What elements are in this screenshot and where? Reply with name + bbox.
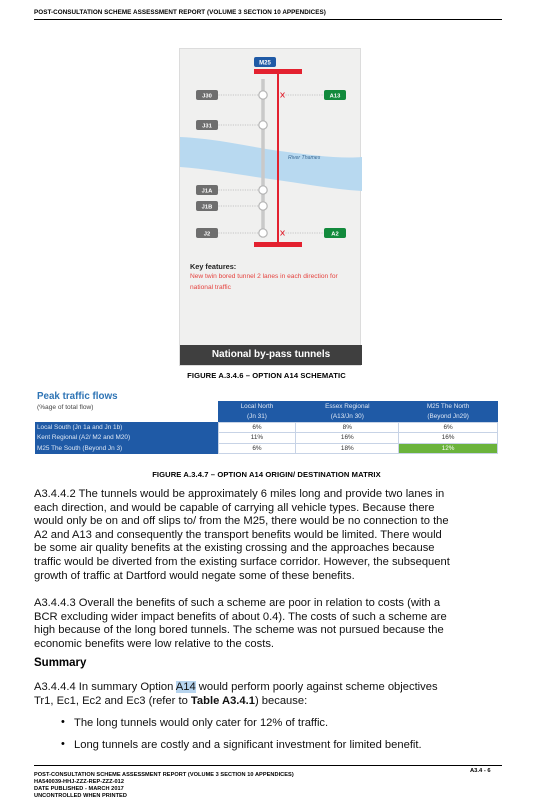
text-line: high because of the long bored tunnels. The scheme was not pursued because the	[34, 624, 444, 637]
table-cell: 16%	[296, 433, 399, 444]
figure-caption-matrix: FIGURE A.3.4.7 – OPTION A14 ORIGIN/ DESTINATION MATRIX	[152, 470, 381, 479]
summary-heading: Summary	[34, 657, 87, 669]
table-cell: 16%	[399, 433, 498, 444]
table-cell: 6%	[399, 422, 498, 433]
river-shape	[180, 137, 362, 191]
key-features-box	[190, 262, 350, 293]
footer-line: HA540039-HHJ-ZZZ-REP-ZZZ-012	[34, 779, 124, 785]
text-line: would only be on and off slips to/ from the M25, there would be no connection to the	[34, 515, 449, 528]
river-label: River Thames	[288, 155, 321, 161]
table-cell: 11%	[218, 433, 296, 444]
text-line: A3.4.4.3 Overall the benefits of such a scheme are poor in relation to costs (with a	[34, 597, 441, 609]
text-run: Tr1, Ec1, Ec2 and Ec3 (refer to	[34, 694, 191, 707]
row-label: Kent Regional (A2/ M2 and M20)	[35, 433, 218, 444]
text-line: A2 and A13 and consequently the transport benefits would be limited. There would	[34, 528, 442, 541]
table-row	[35, 443, 498, 454]
footer-rule	[34, 765, 502, 766]
search-highlight: A14	[175, 681, 196, 693]
table-cell: 8%	[296, 422, 399, 433]
col-header-name: Essex Regional	[296, 401, 399, 412]
table-reference: Table A3.4.1	[190, 694, 255, 707]
tunnel-portal-north	[254, 69, 302, 74]
paragraph-a3-4-4-3	[34, 597, 502, 651]
key-features-text: New twin bored tunnel 2 lanes in each direction for national traffic	[190, 273, 338, 291]
m25-label: M25	[259, 60, 271, 67]
route-a2: A2	[331, 231, 339, 238]
bullet-icon: •	[61, 738, 65, 750]
table-row	[35, 433, 498, 444]
col-header-sub: (Beyond Jn29)	[399, 412, 498, 423]
table-cell-highlighted: 12%	[399, 443, 498, 454]
text-line	[34, 695, 502, 709]
bullet-icon: •	[61, 716, 65, 728]
origin-destination-matrix	[35, 401, 498, 454]
junction-j31: J31	[202, 123, 212, 130]
row-label: Local South (Jn 1a and Jn 1b)	[35, 422, 218, 433]
paragraph-a3-4-4-4	[34, 681, 502, 708]
page-number: A3.4 - 6	[470, 768, 491, 774]
footer-line: UNCONTROLLED WHEN PRINTED	[34, 793, 127, 799]
text-line: growth of traffic at Dartford would negate some of these benefits.	[34, 569, 355, 582]
table-cell: 18%	[296, 443, 399, 454]
junction-j1b: J1B	[201, 204, 213, 211]
text-run: A3.4.4.4 In summary Option	[34, 681, 176, 693]
junction-j2: J2	[203, 231, 211, 238]
text-line	[34, 681, 502, 695]
table-cell: 6%	[218, 422, 296, 433]
bullet-item: The long tunnels would only cater for 12% of traffic.	[74, 717, 329, 729]
text-line: economic benefits were low relative to the costs.	[34, 637, 275, 650]
text-line: be some air quality benefits at the existing crossing and the approaches because	[34, 542, 435, 555]
text-run: would perform poorly against scheme objectives	[195, 681, 438, 693]
table-row	[35, 422, 498, 433]
footer-line: DATE PUBLISHED - MARCH 2017	[34, 786, 124, 792]
text-line: traffic would be diverted from the existing surface corridor. However, the subsequent	[34, 555, 450, 568]
text-line: each direction, and would be capable of carrying all vehicle types. Because there	[34, 501, 435, 514]
col-header-sub: (Jn 31)	[218, 412, 296, 423]
tunnel-portal-south	[254, 242, 302, 247]
schematic-diagram	[180, 49, 362, 367]
document-header: POST-CONSULTATION SCHEME ASSESSMENT REPORT (VOLUME 3 SECTION 10 APPENDICES)	[34, 9, 326, 16]
col-header-name: Local North	[218, 401, 296, 412]
route-a13: A13	[329, 93, 341, 100]
header-rule	[34, 19, 502, 20]
key-features-title: Key features:	[190, 262, 237, 271]
traffic-subtitle: (%age of total flow)	[37, 404, 94, 411]
text-line: BCR excluding wider impact benefits of about 0.4). The costs of such a scheme are	[34, 610, 447, 623]
figure-caption-schematic: FIGURE A.3.4.6 – OPTION A14 SCHEMATIC	[187, 371, 346, 380]
paragraph-a3-4-4-2	[34, 488, 502, 583]
junction-j1a: J1A	[201, 188, 213, 195]
matrix-corner	[35, 401, 218, 422]
row-label: M25 The South (Beyond Jn 3)	[35, 443, 218, 454]
schematic-title-band: National by-pass tunnels	[180, 345, 362, 365]
col-header-sub: (A13/Jn 30)	[296, 412, 399, 423]
text-line: A3.4.4.2 The tunnels would be approximately 6 miles long and provide two lanes in	[34, 488, 445, 500]
junction-j30: J30	[202, 93, 212, 100]
option-a14-schematic	[179, 48, 361, 366]
footer-line: POST-CONSULTATION SCHEME ASSESSMENT REPORT (VOLUME 3 SECTION 10 APPENDICES)	[34, 772, 294, 778]
text-run: ) because:	[254, 694, 308, 707]
col-header-name: M25 The North	[399, 401, 498, 412]
table-cell: 6%	[218, 443, 296, 454]
bullet-item: Long tunnels are costly and a significant investment for limited benefit.	[74, 739, 422, 751]
traffic-title: Peak traffic flows	[37, 391, 118, 402]
